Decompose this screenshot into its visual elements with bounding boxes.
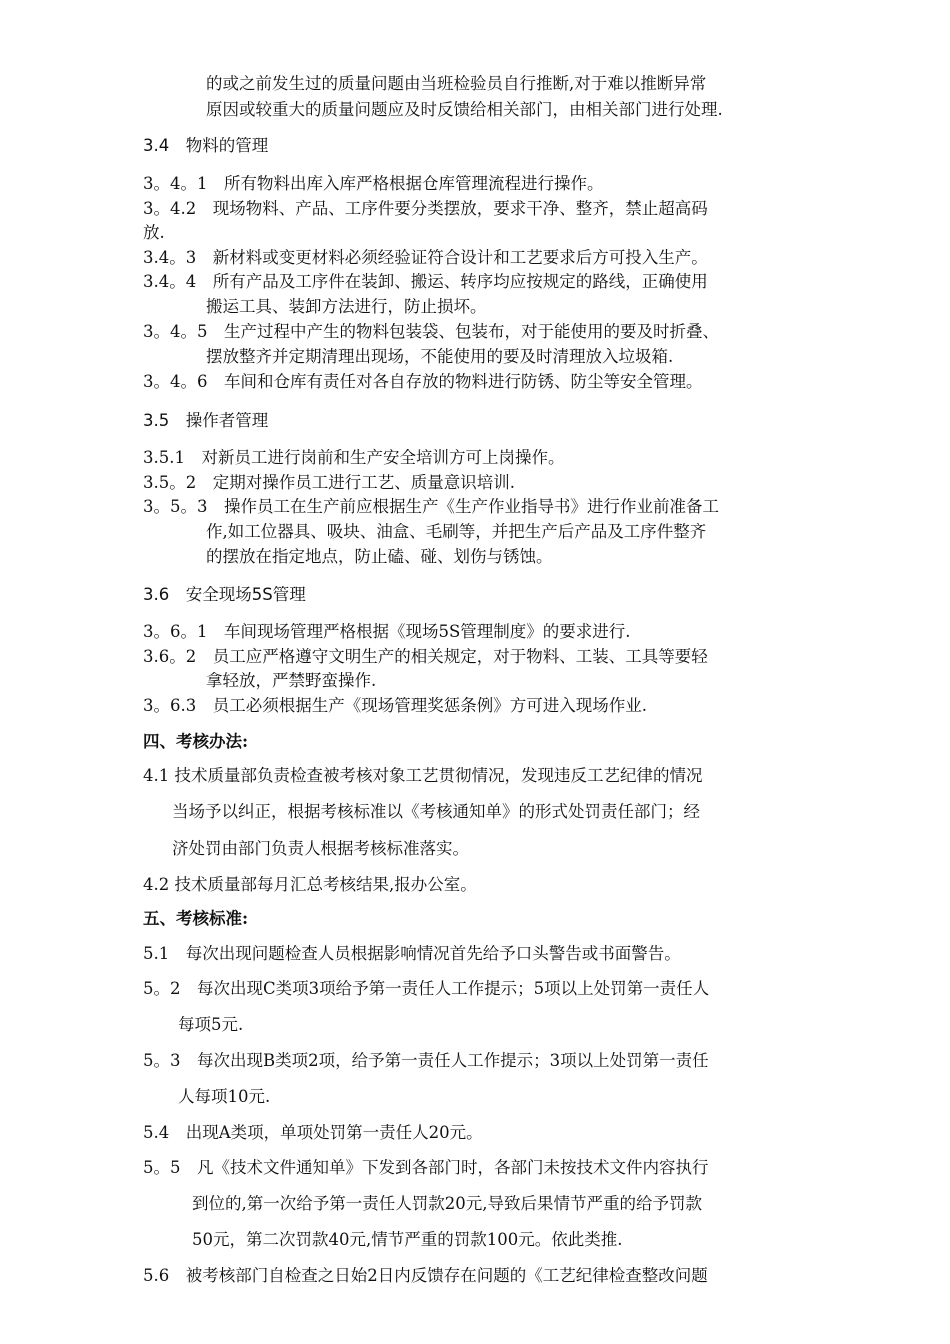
- item-5-3-cont: 人每项10元.: [178, 1087, 271, 1106]
- section-3-6-title: 3.6 安全现场5S管理: [143, 585, 306, 604]
- item-3-5-1: 3.5.1 对新员工进行岗前和生产安全培训方可上岗操作。: [143, 448, 565, 467]
- item-3-4-2-cont: 放.: [143, 223, 165, 242]
- item-3-4-4-cont: 搬运工具、装卸方法进行，防止损坏。: [206, 297, 487, 316]
- item-5-1: 5.1 每次出现问题检查人员根据影响情况首先给予口头警告或书面警告。: [143, 944, 681, 963]
- item-3-4-6: 3。4。6 车间和仓库有责任对各自存放的物料进行防锈、防尘等安全管理。: [143, 372, 703, 391]
- item-5-3: 5。3 每次出现B类项2项，给予第一责任人工作提示；3项以上处罚第一责任: [143, 1051, 709, 1070]
- item-3-4-5: 3。4。5 生产过程中产生的物料包装袋、包装布，对于能使用的要及时折叠、: [143, 322, 719, 341]
- item-5-5-cont-2: 50元，第二次罚款40元,情节严重的罚款100元。依此类推.: [192, 1230, 623, 1249]
- item-3-6-2-cont: 拿轻放，严禁野蛮操作.: [206, 671, 377, 690]
- item-5-2: 5。2 每次出现C类项3项给予第一责任人工作提示；5项以上处罚第一责任人: [143, 979, 710, 998]
- intro-line-2: 原因或较重大的质量问题应及时反馈给相关部门，由相关部门进行处理.: [206, 100, 723, 119]
- item-3-4-5-cont: 摆放整齐并定期清理出现场，不能使用的要及时清理放入垃圾箱.: [206, 347, 674, 366]
- section-4-title: 四、考核办法:: [143, 732, 249, 751]
- intro-line-1: 的或之前发生过的质量问题由当班检验员自行推断,对于难以推断异常: [206, 74, 707, 93]
- item-3-5-3: 3。5。3 操作员工在生产前应根据生产《生产作业指导书》进行作业前准备工: [143, 497, 719, 516]
- item-5-5-cont-1: 到位的,第一次给予第一责任人罚款20元,导致后果情节严重的给予罚款: [192, 1194, 702, 1213]
- item-5-5: 5。5 凡《技术文件通知单》下发到各部门时，各部门未按技术文件内容执行: [143, 1158, 709, 1177]
- item-3-6-1: 3。6。1 车间现场管理严格根据《现场5S管理制度》的要求进行.: [143, 622, 631, 641]
- item-3-5-3-cont-2: 的摆放在指定地点，防止磕、碰、划伤与锈蚀。: [206, 547, 553, 566]
- item-5-4: 5.4 出现A类项，单项处罚第一责任人20元。: [143, 1123, 483, 1142]
- section-5-title: 五、考核标准:: [143, 909, 249, 928]
- item-3-6-3: 3。6.3 员工必须根据生产《现场管理奖惩条例》方可进入现场作业.: [143, 696, 647, 715]
- item-4-1-cont-1: 当场予以纠正，根据考核标准以《考核通知单》的形式处罚责任部门；经: [172, 802, 700, 821]
- item-3-4-4: 3.4。4 所有产品及工序件在装卸、搬运、转序均应按规定的路线，正确使用: [143, 272, 708, 291]
- item-3-4-1: 3。4。1 所有物料出库入库严格根据仓库管理流程进行操作。: [143, 174, 604, 193]
- item-5-6: 5.6 被考核部门自检查之日始2日内反馈存在问题的《工艺纪律检查整改问题: [143, 1266, 708, 1285]
- item-4-1-cont-2: 济处罚由部门负责人根据考核标准落实。: [172, 839, 469, 858]
- item-3-6-2: 3.6。2 员工应严格遵守文明生产的相关规定，对于物料、工装、工具等要轻: [143, 647, 708, 666]
- item-3-4-3: 3.4。3 新材料或变更材料必须经验证符合设计和工艺要求后方可投入生产。: [143, 248, 708, 267]
- item-3-5-2: 3.5。2 定期对操作员工进行工艺、质量意识培训.: [143, 473, 515, 492]
- item-3-4-2: 3。4.2 现场物料、产品、工序件要分类摆放，要求干净、整齐，禁止超高码: [143, 199, 708, 218]
- item-5-2-cont: 每项5元.: [178, 1015, 244, 1034]
- item-3-5-3-cont-1: 作,如工位器具、吸块、油盒、毛刷等，并把生产后产品及工序件整齐: [206, 522, 707, 541]
- section-3-4-title: 3.4 物料的管理: [143, 136, 269, 155]
- item-4-1: 4.1 技术质量部负责检查被考核对象工艺贯彻情况，发现违反工艺纪律的情况: [143, 766, 703, 785]
- item-4-2: 4.2 技术质量部每月汇总考核结果,报办公室。: [143, 875, 477, 894]
- section-3-5-title: 3.5 操作者管理: [143, 411, 269, 430]
